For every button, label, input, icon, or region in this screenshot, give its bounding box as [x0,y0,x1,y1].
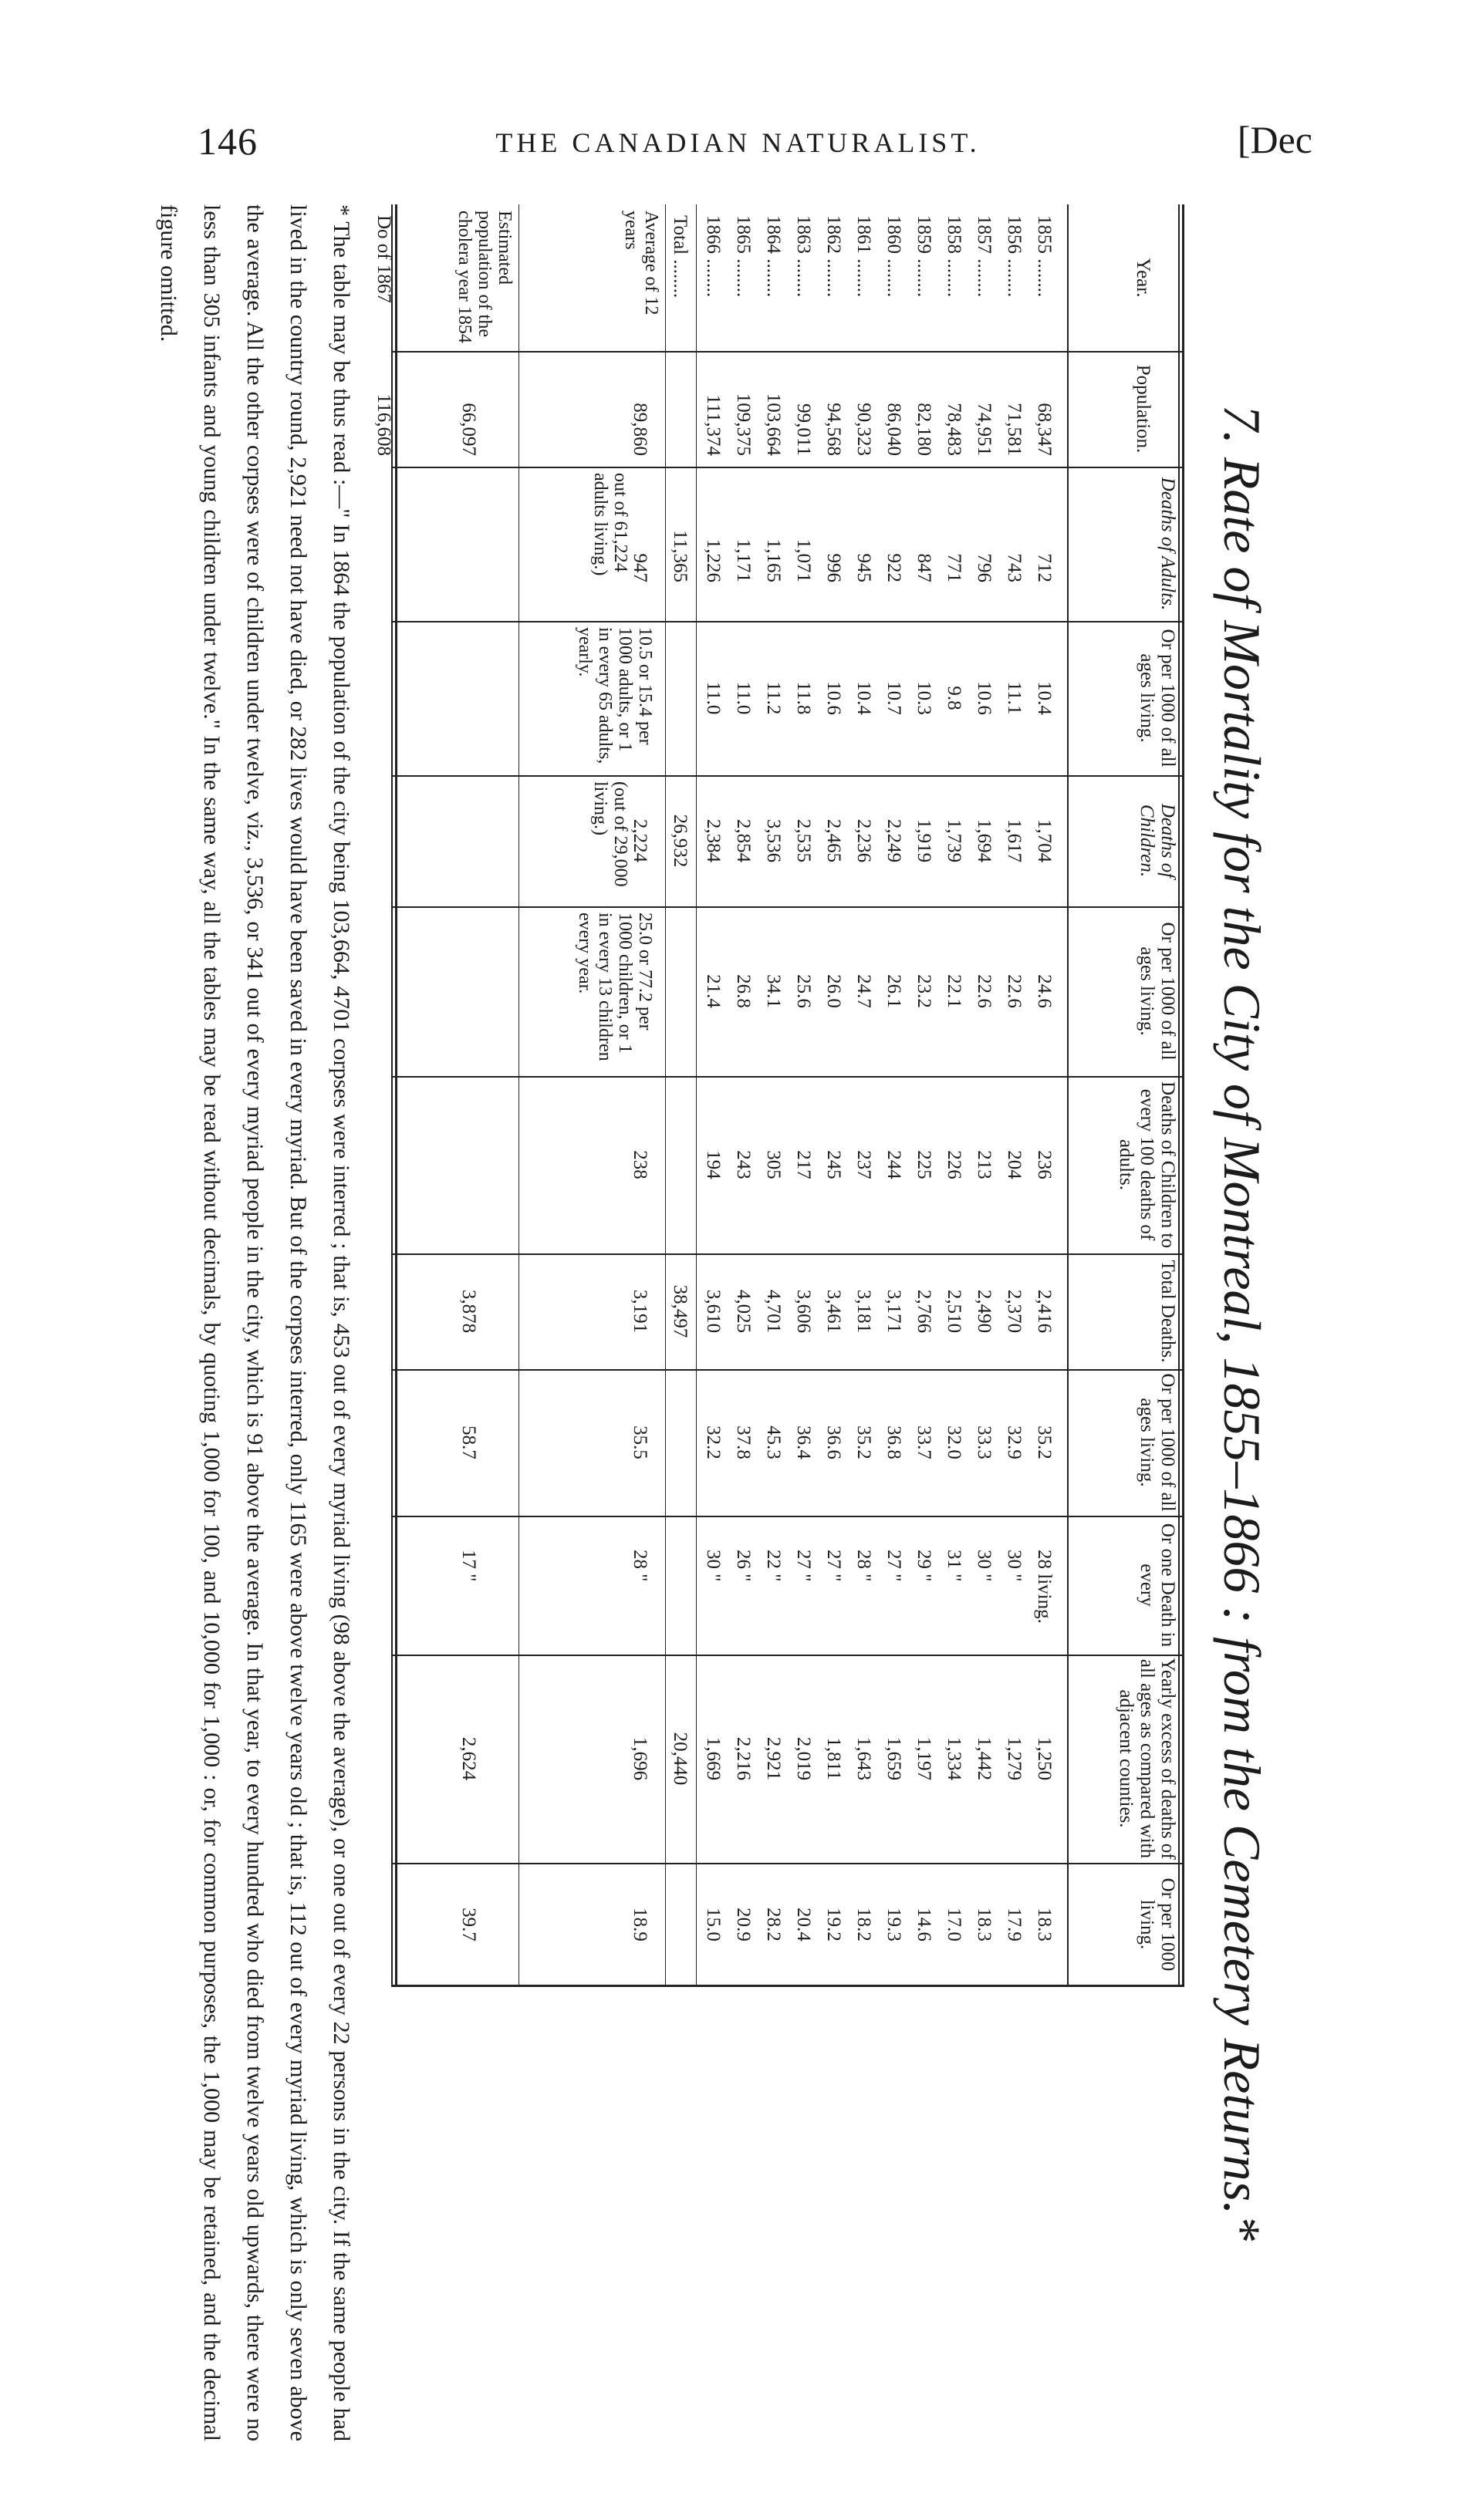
table-cell: 3,536 [763,818,784,863]
table-cell: 204 [1004,1150,1025,1179]
table-cell: 15.0 [703,1908,724,1941]
table-cell: 109,375 [733,393,754,456]
table-cell: 26 " [733,1550,754,1582]
table-cell: 11.1 [1004,681,1025,715]
table-cell: 1,659 [883,1736,904,1781]
table-cell: 22.6 [974,974,995,1008]
table-cell: 1858 ........ [944,215,964,298]
cholera-label: Estimated population of the cholera year 1854 [454,211,515,343]
total-rule [696,204,697,1986]
table-cell: 20.9 [733,1908,754,1941]
table-cell: 712 [1034,553,1055,582]
table-cell: 10.7 [883,681,904,715]
table-cell: 18.3 [974,1908,995,1941]
table-cell: 1,617 [1004,818,1025,863]
table-cell: 26.8 [733,974,754,1008]
table-cell: 1,171 [733,538,754,582]
table-cell: 1,704 [1034,818,1055,863]
table-cell: 2,766 [914,1289,934,1334]
table-cell: 796 [974,553,995,582]
table-cell: 847 [914,553,934,582]
table-cell: 32.0 [944,1425,964,1459]
table-cell: 82,180 [914,403,934,456]
table-cell: 11.0 [703,681,724,715]
table-cell: 36.8 [883,1425,904,1459]
table-cell: 28 living. [1034,1550,1055,1624]
table-cell: 1,919 [914,818,934,863]
total-adults: 11,365 [670,530,691,582]
table-cell: 18.3 [1034,1908,1055,1941]
table-cell: 35.2 [1034,1425,1055,1459]
table-cell: 26.0 [823,974,844,1008]
table-cell: 1,165 [763,538,784,582]
table-bottom-rule-2 [391,204,393,1986]
table-cell: 24.6 [1034,974,1055,1008]
table-top-rule [1182,204,1184,1986]
table-cell: 996 [823,553,844,582]
table-cell: 2,490 [974,1289,995,1334]
table-cell: 1865 ........ [733,215,754,298]
table-cell: 17.9 [1004,1908,1025,1941]
header-excess-per-1000: Or per 1000 living. [1137,1877,1178,1972]
cholera-total: 3,878 [458,1289,479,1334]
header-rule [1067,204,1069,1986]
table-cell: 743 [1004,553,1025,582]
average-children-note: (out of 29,000 living.) [590,781,630,887]
table-cell: 10.3 [914,681,934,715]
table-cell: 24.7 [853,974,874,1008]
table-cell: 2,535 [793,818,814,863]
table-cell: 2,236 [853,818,874,863]
table-cell: 31 " [944,1550,964,1582]
table-cell: 30 " [974,1550,995,1582]
table-cell: 2,854 [733,818,754,863]
table-cell: 194 [703,1150,724,1179]
table-cell: 2,019 [793,1736,814,1781]
table-cell: 2,370 [1004,1289,1025,1334]
table-cell: 36.6 [823,1425,844,1459]
table-cell: 1866 ........ [703,215,724,298]
average-adults-rate: 10.5 or 15.4 per 1000 adults, or 1 in every 65 adults, yearly. [575,627,655,764]
header-children-per-100-adults: Deaths of Children to every 100 deaths of adults. [1116,1081,1178,1248]
average-excess-rate: 18.9 [630,1908,650,1941]
table-cell: 14.6 [914,1908,934,1941]
header-adults-per-1000: Or per 1000 of all ages living. [1137,629,1178,767]
table-cell: 99,011 [793,403,814,456]
header-yearly-excess: Yearly excess of deaths of all ages as compared with adjacent counties. [1116,1658,1178,1860]
table-cell: 2,384 [703,818,724,863]
table-cell: 27 " [823,1550,844,1582]
table-cell: 2,465 [823,818,844,863]
table-cell: 10.4 [1034,681,1055,715]
table-cell: 10.6 [974,681,995,715]
table-cell: 1855 ........ [1034,215,1055,298]
table-cell: 1,739 [944,818,964,863]
cholera-one-in: 17 " [458,1550,479,1582]
average-one-in: 28 " [630,1550,650,1582]
header-year: Year. [1133,258,1153,298]
table-title: 7. Rate of Mortality for the City of Montreal, 1855–1866 : from the Cemetery Returns.* [1213,404,1272,2242]
table-cell: 37.8 [733,1425,754,1459]
table-cell: 25.6 [793,974,814,1008]
table-cell: 1,334 [944,1736,964,1781]
table-cell: 226 [944,1150,964,1179]
average-children: 2,224 [630,818,650,863]
table-cell: 103,664 [763,393,784,456]
table-cell: 18.2 [853,1908,874,1941]
total-children: 26,932 [670,814,691,868]
average-label: Average of 12 years [621,211,661,315]
header-children-per-1000: Or per 1000 of all ages living. [1137,922,1178,1061]
table-cell: 225 [914,1150,934,1179]
do-1867-label: Do of 1867 [373,215,394,303]
table-cell: 30 " [1004,1550,1025,1582]
average-children-rate: 25.0 or 77.2 per 1000 children, or 1 in every 13 children every year. [575,913,655,1061]
table-cell: 236 [1034,1150,1055,1179]
table-cell: 22.1 [944,974,964,1008]
table-cell: 11.0 [733,681,754,715]
table-cell: 1,669 [703,1736,724,1781]
total-deaths: 38,497 [670,1284,691,1338]
table-cell: 1857 ........ [974,215,995,298]
table-cell: 10.6 [823,681,844,715]
table-cell: 3,181 [853,1289,874,1334]
section-mark: [Dec [1237,118,1312,161]
table-cell: 243 [733,1150,754,1179]
table-cell: 33.3 [974,1425,995,1459]
average-total-rate: 35.5 [630,1425,650,1459]
page-number: 146 [198,120,258,163]
table-cell: 4,701 [763,1289,784,1334]
table-cell: 2,216 [733,1736,754,1781]
table-cell: 945 [853,553,874,582]
table-cell: 2,249 [883,818,904,863]
table-cell: 4,025 [733,1289,754,1334]
table-cell: 2,416 [1034,1289,1055,1334]
table-cell: 922 [883,553,904,582]
table-cell: 305 [763,1150,784,1179]
header-population: Population. [1133,364,1153,454]
table-cell: 21.4 [703,974,724,1008]
total-label: Total ........ [670,215,691,299]
header-total-per-1000: Or per 1000 of all ages living. [1137,1373,1178,1512]
cholera-population: 66,097 [458,403,479,456]
table-cell: 1862 ........ [823,215,844,298]
table-cell: 1,643 [853,1736,874,1781]
table-cell: 78,483 [944,403,964,456]
average-excess: 1,696 [630,1736,650,1781]
table-cell: 68,347 [1034,403,1055,456]
table-cell: 33.7 [914,1425,934,1459]
table-cell: 9.8 [944,686,964,710]
journal-title: THE CANADIAN NATURALIST. [495,127,981,158]
table-cell: 245 [823,1150,844,1179]
table-cell: 237 [853,1150,874,1179]
average-children-per-adults: 238 [630,1150,650,1179]
table-cell: 771 [944,553,964,582]
table-cell: 19.3 [883,1908,904,1941]
table-cell: 1861 ........ [853,215,874,298]
table-cell: 11.2 [763,681,784,715]
table-cell: 1863 ........ [793,215,814,298]
column-rule [391,1516,1184,1517]
do-1867-population: 116,608 [373,393,394,456]
table-cell: 28 " [853,1550,874,1582]
table-cell: 2,510 [944,1289,964,1334]
table-cell: 30 " [703,1550,724,1582]
table-cell: 45.3 [763,1425,784,1459]
table-cell: 1,442 [974,1736,995,1781]
table-cell: 3,171 [883,1289,904,1334]
table-cell: 111,374 [703,394,724,456]
table-cell: 213 [974,1150,995,1179]
table-cell: 86,040 [883,403,904,456]
table-cell: 3,461 [823,1289,844,1334]
table-cell: 1,197 [914,1736,934,1781]
table-cell: 20.4 [793,1908,814,1941]
table-cell: 22 " [763,1550,784,1582]
table-cell: 244 [883,1150,904,1179]
cholera-excess-rate: 39.7 [458,1908,479,1941]
average-adults-note: out of 61,224 adults living.) [590,473,630,576]
table-top-rule-2 [1178,204,1180,1986]
cholera-rate: 58.7 [458,1425,479,1459]
table-cell: 32.2 [703,1425,724,1459]
table-cell: 32.9 [1004,1425,1025,1459]
total-excess: 20,440 [670,1732,691,1786]
table-cell: 1,811 [823,1737,844,1780]
table-cell: 1864 ........ [763,215,784,298]
table-cell: 19.2 [823,1908,844,1941]
table-cell: 11.8 [793,681,814,715]
table-bottom-rule [395,204,397,1986]
table-cell: 3,606 [793,1289,814,1334]
table-cell: 2,921 [763,1736,784,1781]
table-cell: 36.4 [793,1425,814,1459]
table-cell: 34.1 [763,974,784,1008]
cholera-excess: 2,624 [458,1736,479,1781]
total-rule-bottom [665,204,666,1986]
table-cell: 23.2 [914,974,934,1008]
table-cell: 1,071 [793,538,814,582]
table-cell: 29 " [914,1550,934,1582]
table-cell: 71,581 [1004,403,1025,456]
table-cell: 10.4 [853,681,874,715]
mortality-table [373,204,1184,2441]
header-one-death-in: Or one Death in every [1137,1523,1178,1648]
rotated-table-page [135,204,1285,2441]
table-cell: 1856 ........ [1004,215,1025,298]
table-cell: 1859 ........ [914,215,934,298]
average-total: 3,191 [630,1289,650,1334]
table-cell: 22.6 [1004,974,1025,1008]
table-cell: 35.2 [853,1425,874,1459]
table-cell: 94,568 [823,403,844,456]
header-deaths-children: Deaths of Children. [1137,803,1178,879]
table-cell: 1,694 [974,818,995,863]
table-cell: 17.0 [944,1908,964,1941]
cholera-rule [518,204,519,1986]
table-cell: 1,226 [703,538,724,582]
average-adults: 947 [630,553,650,582]
running-header [0,116,1476,177]
header-total-deaths: Total Deaths. [1157,1260,1178,1363]
table-cell: 74,951 [974,403,995,456]
table-cell: 90,323 [853,403,874,456]
header-deaths-adults: Deaths of Adults. [1157,477,1178,611]
table-cell: 1,279 [1004,1736,1025,1781]
table-cell: 1860 ........ [883,215,904,298]
table-cell: 3,610 [703,1289,724,1334]
footnote: * The table may be thus read :—" In 1864 the population of the city being 103,664, 4701 corpses were interred ; that is, 453 out of every myriad living (98 above the average), or one out of every 22 persons in the city. If the same people had lived in the country round, 2,921 need not have died, or 282 lives would have been saved in every myriad. But of the corpses interred, only 1165 were above twelve years old ; that is, 112 out of every myriad living, which is only seven above the average. All the other corpses were of children under twelve, viz., 3,536, or 341 out of every myriad people in the city, which is 91 above the average. In that year, to every hundred who died from twelve years old upwards, there were no less than 305 infants and young children under twelve." In the same way, all the tables may be read without decimals, by quoting 1,000 for 100, and 10,000 for 1,000 : or, for common purposes, the 1,000 may be retained, and the decimal figure omitted. [156,204,354,2441]
table-cell: 26.1 [883,974,904,1008]
table-cell: 27 " [793,1550,814,1582]
average-population: 89,860 [630,403,650,456]
table-cell: 1,250 [1034,1736,1055,1781]
table-cell: 217 [793,1150,814,1179]
table-cell: 27 " [883,1550,904,1582]
table-cell: 28.2 [763,1908,784,1941]
